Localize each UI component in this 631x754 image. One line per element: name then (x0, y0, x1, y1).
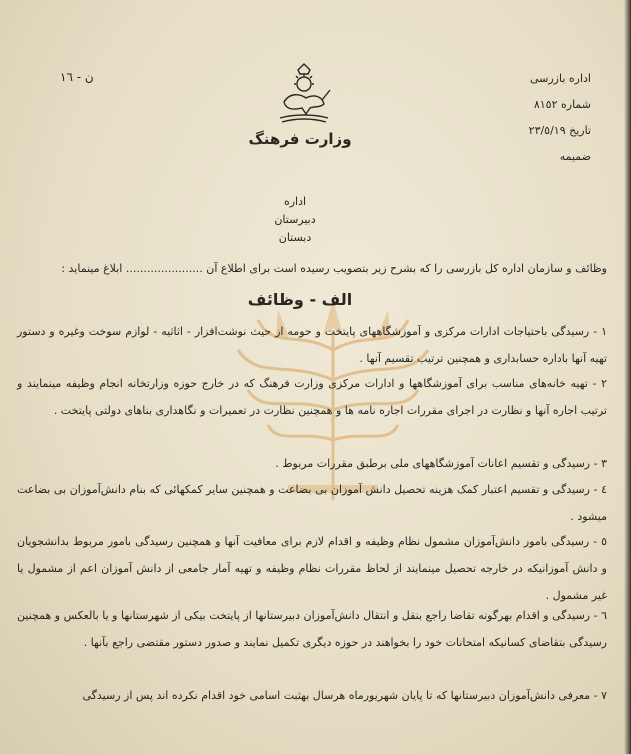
letter-date: تاریخ ٢٣/٥/١٩ (528, 124, 591, 137)
section-title: الف - وظائف (247, 290, 353, 309)
duty-paragraph-5: ٥ - رسیدگی بامور دانش‌آموزان مشمول نظام وظیفه و اقدام لازم برای معافیت آنها و همچنین رسیدگی بامور مربوط بدانشجویان و دانش آموزانیکه در خارجه تحصیل مینمایند از لحاظ مقررات نظام وظیفه و تهیه آمار جامعی از دانش آموزان اعم از مشمول یا غیر مشمول . (17, 535, 607, 602)
intro-end: ابلاغ مینماید : (61, 262, 123, 275)
high-school-label: دبیرستان (274, 213, 316, 226)
office-label: اداره (283, 195, 307, 208)
primary-school-label: دبستان (278, 231, 312, 244)
letter-number: شماره ٨١٥٢ (533, 98, 591, 111)
page-edge-shadow (624, 0, 631, 754)
intro-dots: ...................... (125, 262, 203, 275)
intro-text: وظائف و سازمان اداره کل بازرسی را که بشرح زیر بتصویب رسیده است برای اطلاع آن (206, 262, 607, 275)
duty-paragraph-4: ٤ - رسیدگی و تقسیم اعتبار کمک هزینه تحصیل دانش آموزان بی بضاعت و همچنین سایر کمکهائی که بنام دانش‌آموزان بی بضاعت میشود . (17, 483, 607, 523)
department-label: اداره بازرسی (529, 72, 591, 85)
ministry-title: وزارت فرهنگ (248, 130, 352, 148)
duty-paragraph-3: ٣ - رسیدگی و تقسیم اعانات آموزشگاههای ملی برطبق مقررات مربوط . (275, 457, 607, 470)
duty-paragraph-7: ٧ - معرفی دانش‌آموزان دبیرستانها که تا پایان شهریورماه هرسال بهثبت اسامی خود اقدام نکرده اند پس از رسیدگی (82, 689, 607, 702)
attachment-label: ضمیمه (559, 150, 591, 163)
lion-and-sun-emblem-icon (276, 62, 332, 124)
document-code: ن - ١٦ (60, 70, 94, 84)
intro-line (22, 262, 607, 275)
duty-paragraph-6: ٦ - رسیدگی و اقدام بهرگونه تقاضا راجع بنقل و انتقال دانش‌آموزان دبیرستانها از پایتخت بیکی از شهرستانها و یا بالعکس و همچنین رسیدگی بتقاضای کسانیکه امتحانات خود را بخواهند در حوزه دیگری تکمیل نمایند و صدور دستور مقتضی راجع بآنها . (17, 609, 607, 649)
duty-paragraph-1: ١ - رسیدگی باحتیاجات ادارات مرکزی و آموزشگاههای پایتخت و حومه از حیث نوشت‌افزار - اثاثیه - لوازم سوخت وغیره و دستور تهیه آنها باداره حسابداری و همچنین ترتیب تقسیم آنها . (17, 325, 607, 365)
duty-paragraph-2: ٢ - تهیه خانه‌های مناسب برای آموزشگاهها و ادارات مرکزی وزارت فرهنگ که در خارج حوزه وزارتخانه انجام وظیفه مینمایند و ترتیب اجاره آنها و نظارت در اجرای مقررات اجاره نامه ها و همچنین نظارت در تعمیرات و نگاهداری بناهای دولتی پایتخت . (17, 377, 607, 417)
